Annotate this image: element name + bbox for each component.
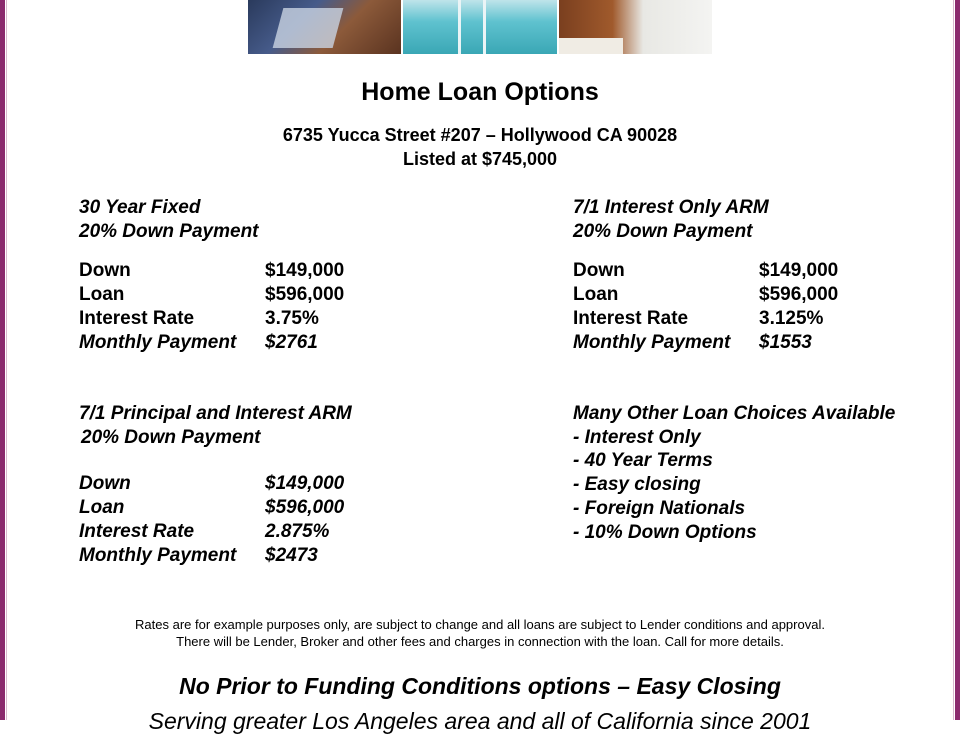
loan-summary <box>573 259 838 354</box>
list-item: - Foreign Nationals <box>573 497 746 519</box>
loan-summary <box>79 259 344 354</box>
list-item: - Interest Only <box>573 426 701 448</box>
loan-option-30-year-fixed <box>79 196 344 354</box>
list-item: - Easy closing <box>573 474 701 496</box>
page-title: Home Loan Options <box>361 78 599 106</box>
closing-tagline: No Prior to Funding Conditions options – Easy Closing <box>179 673 781 699</box>
page-border-right <box>955 0 960 720</box>
loan-row-loan: Loan $596,000 <box>79 497 345 519</box>
loan-row-interest-rate: Interest Rate 2.875% <box>79 520 330 542</box>
service-area-note: Serving greater Los Angeles area and all of California since 2001 <box>148 708 812 734</box>
loan-name: 7/1 Interest Only ARM <box>573 197 769 218</box>
disclaimer-line-2: There will be Lender, Broker and other fees and charges in connection with the loan. Call for more details. <box>176 634 784 649</box>
other-loan-choices <box>573 402 895 544</box>
loan-name: 7/1 Principal and Interest ARM <box>79 403 352 424</box>
property-address: 6735 Yucca Street #207 – Hollywood CA 90028 <box>282 125 678 145</box>
interior-photo <box>248 0 403 54</box>
loan-row-monthly-payment: Monthly Payment $1553 <box>573 331 812 353</box>
header-photo-strip <box>248 0 712 54</box>
listing-price: Listed at $745,000 <box>402 149 558 169</box>
loan-down-payment: 20% Down Payment <box>573 220 753 242</box>
loan-row-monthly-payment: Monthly Payment $2473 <box>79 544 318 566</box>
pool-photo <box>403 0 559 54</box>
rates-disclaimer <box>0 616 960 650</box>
loan-down-payment: 20% Down Payment <box>79 220 259 242</box>
kitchen-photo <box>559 0 712 54</box>
loan-down-payment: 20% Down Payment <box>81 426 261 448</box>
loan-name: 30 Year Fixed <box>79 197 201 218</box>
loan-row-loan: Loan $596,000 <box>79 284 345 306</box>
list-item: - 40 Year Terms <box>573 450 713 472</box>
page-border-left <box>0 0 5 720</box>
loan-summary <box>79 472 352 567</box>
disclaimer-line-1: Rates are for example purposes only, are subject to change and all loans are subject to Lender conditions and approval. <box>135 617 825 632</box>
loan-row-down: Down $149,000 <box>79 260 345 282</box>
loan-row-interest-rate: Interest Rate 3.75% <box>79 307 319 329</box>
loan-row-monthly-payment: Monthly Payment $2761 <box>79 331 318 353</box>
loan-row-loan: Loan $596,000 <box>573 284 839 306</box>
other-choices-heading: Many Other Loan Choices Available <box>573 403 896 424</box>
loan-row-interest-rate: Interest Rate 3.125% <box>573 307 824 329</box>
loan-row-down: Down $149,000 <box>573 260 839 282</box>
loan-option-interest-only-arm <box>573 196 838 354</box>
loan-row-down: Down $149,000 <box>79 473 345 495</box>
loan-option-principal-interest-arm <box>79 402 352 567</box>
list-item: - 10% Down Options <box>573 521 757 543</box>
